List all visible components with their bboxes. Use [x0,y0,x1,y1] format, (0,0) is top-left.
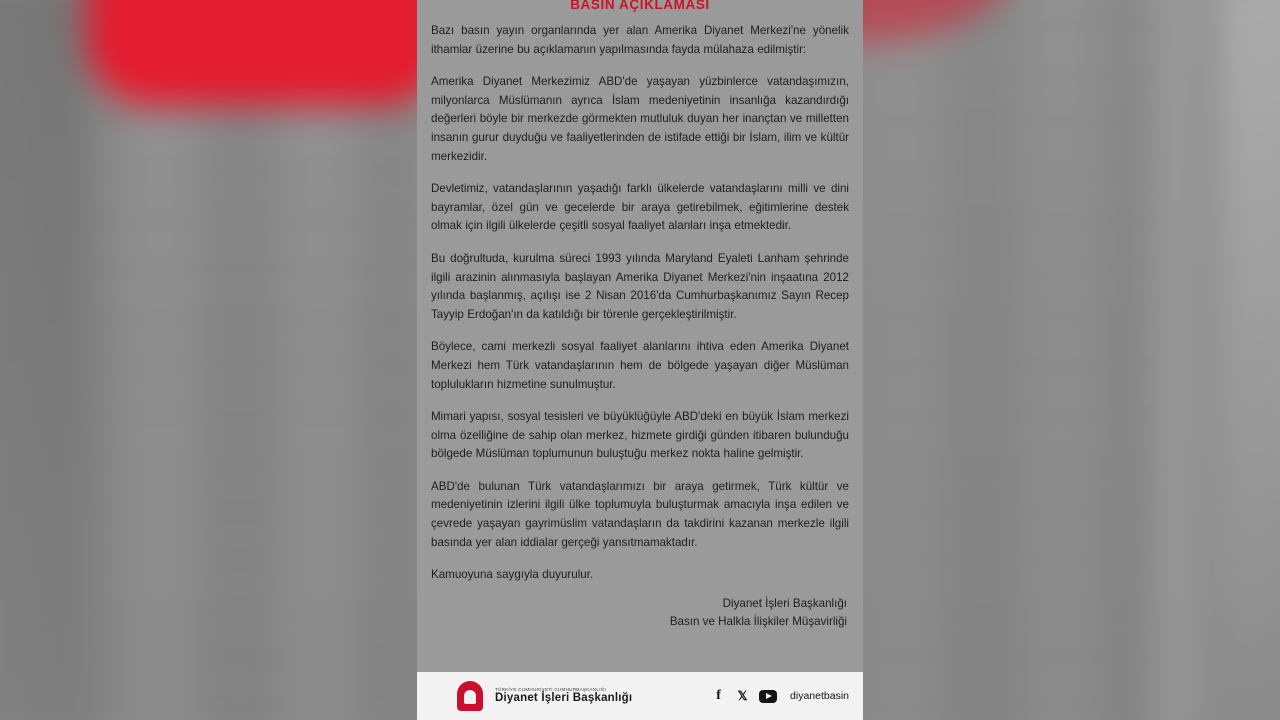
social-handle: diyanetbasin [790,690,849,702]
document-paragraph: Bazı basın yayın organlarında yer alan Amerika Diyanet Merkezi'ne yönelik ithamlar üzerine bu açıklamanın yapılmasında fayda mülahaza edilmiştir: [431,24,849,56]
document-body [417,0,863,632]
document-closing-line: Kamuoyuna saygıyla duyurulur. [431,568,594,582]
document-signature [431,595,849,632]
social-links [711,689,849,704]
document-paragraph: ABD'de bulunan Türk vatandaşlarımızı bir araya getirmek, Türk kültür ve medeniyetinin izlerini ilgili ülke toplumuyla buluşturmak amacıyla inşa edilen ve çevrede yaşayan gayrimüslim vatandaşların da takdirini kazanan merkezle ilgili basında yer alan iddialar gerçeği yansıtmamaktadır. [431,479,849,549]
brand-text [495,688,632,705]
document-title: BASIN AÇIKLAMASI [570,0,710,12]
brand-subtitle: TÜRKİYE CUMHURİYETİ CUMHURBAŞKANLIĞI [495,686,607,692]
document-paragraph: Böylece, cami merkezli sosyal faaliyet alanlarını ihtiva eden Amerika Diyanet Merkezi hem Türk vatandaşlarının hem de bölgede yaşayan diğer Müslüman toplulukların hizmetine sunulmuştur. [431,340,849,391]
press-release-document [417,0,863,720]
background-red-banner [87,0,447,106]
facebook-icon[interactable]: f [716,688,721,703]
document-paragraph: Devletimiz, vatandaşlarının yaşadığı farklı ülkelerde vatandaşlarını milli ve dini bayramlar, özel gün ve gecelerde bir araya getirebilmek, eğitimlerine destek olmak için ilgili ülkelerde çeşitli sosyal faaliyet alanları inşa etmektedir. [431,182,849,233]
document-footer [417,672,863,720]
background-right-strip [1221,0,1280,720]
document-paragraph: Bu doğrultuda, kurulma süreci 1993 yılında Maryland Eyaleti Lanham şehrinde ilgili arazinin alınmasıyla başlayan Amerika Diyanet Merkezi'nin inşaatına 2012 yılında başlanmış, açılışı ise 2 Nisan 2016'da Cumhurbaşkanımız Sayın Recep Tayyip Erdoğan'ın da katıldığı bir törenle gerçekleştirilmiştir. [431,251,849,321]
background-column [1155,0,1216,720]
signature-institution: Diyanet İşleri Başkanlığı [722,596,847,610]
diyanet-emblem-icon [453,679,487,713]
background-left-strip [0,0,87,720]
brand-lockup [453,679,711,713]
youtube-icon[interactable] [759,690,777,703]
document-paragraph: Mimari yapısı, sosyal tesisleri ve büyüklüğüyle ABD'deki en büyük İslam merkezi olma özelliğine de sahip olan merkez, hizmete girdiği günden itibaren bulunduğu bölgede Müslüman toplumunun buluştuğu merkez nokta haline gelmiştir. [431,410,849,461]
brand-title: Diyanet İşleri Başkanlığı [495,692,633,705]
background-brick-texture-right [863,0,1280,720]
x-twitter-icon[interactable]: 𝕏 [737,688,748,703]
signature-department: Basın ve Halkla İlişkiler Müşavirliği [669,615,847,629]
document-paragraph: Amerika Diyanet Merkezimiz ABD'de yaşayan yüzbinlerce vatandaşımızın, milyonlarca Müslümanın ayrıca İslam medeniyetinin insanlığa kazandırdığı değerleri böyle bir merkezde görmekten mutluluk duyan her inançtan ve milletten insanın gurur duyduğu ve faaliyetlerinden de istifade ettiği bir İslam, ilim ve kültür merkezidir. [431,75,849,163]
